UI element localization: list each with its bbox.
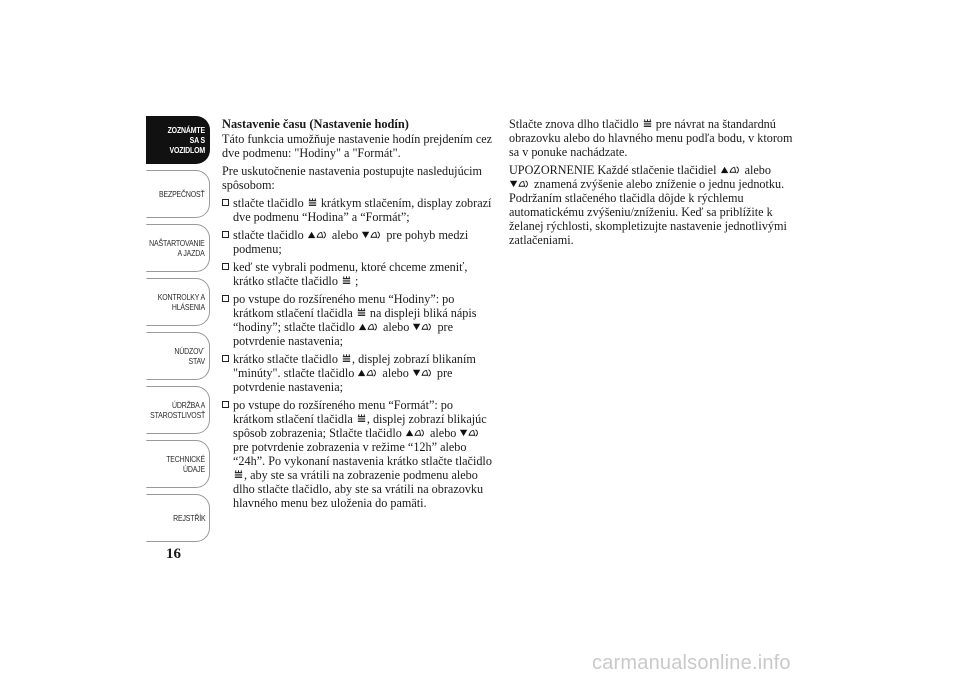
menu-button-icon	[307, 197, 318, 208]
tab-label: TECHNICKÉ ÚDAJE	[166, 454, 205, 474]
menu-button-icon	[233, 469, 244, 480]
tab-technicke[interactable]	[146, 440, 210, 488]
bullet-box-icon	[222, 355, 229, 362]
text-span: stlačte tlačidlo	[233, 228, 304, 242]
list-item	[222, 292, 494, 348]
steps-list	[222, 196, 494, 510]
page-number: 16	[166, 546, 181, 562]
text-span: ;	[355, 274, 359, 288]
down-button-icon	[412, 321, 434, 332]
text-span: pre potvrdenie nastavenia;	[233, 366, 453, 394]
chapter-sidebar	[146, 116, 210, 548]
tab-nudzovy-stav[interactable]	[146, 332, 210, 380]
bullet-box-icon	[222, 263, 229, 270]
text-span: keď ste vybrali podmenu, ktoré chceme zmeniť, krátko stlačte tlačidlo	[233, 260, 468, 288]
text-span: alebo	[331, 228, 359, 242]
tab-udrzba[interactable]	[146, 386, 210, 434]
bullet-box-icon	[222, 295, 229, 302]
text-span: znamená zvýšenie alebo zníženie o jednu jednotku. Podržaním stlačeného tlačidla dôjde k rýchlemu automatickému zvýšeniu/zníženiu. Keď sa priblížite k želanej rýchlosti, skompletizujte nastavenie jednotlivými zatlačeniami.	[509, 177, 787, 247]
text-span: pre potvrdenie nastavenia;	[233, 320, 453, 348]
text-span: na displeji bliká nápis “hodiny”; stlačte tlačidlo	[233, 306, 477, 334]
text-span: alebo	[429, 426, 457, 440]
return-paragraph	[509, 117, 793, 159]
list-item	[222, 398, 494, 510]
up-button-icon	[307, 229, 329, 240]
tab-label: NÚDZOV´ STAV	[174, 346, 205, 366]
warning-paragraph	[509, 163, 793, 247]
list-item	[222, 228, 494, 256]
text-span: krátko stlačte tlačidlo	[233, 352, 338, 366]
text-span: alebo	[382, 320, 410, 334]
up-button-icon	[357, 367, 379, 378]
tab-label: KONTROLKY A HLÁSENIA	[157, 292, 205, 312]
watermark: carmanualsonline.info	[592, 652, 791, 674]
text-span: po vstupe do rozšíreného menu “Formát”: po krátkom stlačení tlačidla	[233, 398, 453, 426]
up-button-icon	[720, 164, 742, 175]
list-item	[222, 196, 494, 224]
tab-bezpecnost[interactable]	[146, 170, 210, 218]
down-button-icon	[509, 178, 531, 189]
menu-button-icon	[341, 275, 352, 286]
text-span: pre návrat na štandardnú obrazovku alebo do hlavného menu podľa bodu, v ktorom sa v ponuke nachádzate.	[509, 117, 793, 159]
tab-label: NAŠTARTOVANIE A JAZDA	[149, 238, 205, 258]
menu-button-icon	[341, 353, 352, 364]
text-span: pre potvrdenie zobrazenia v režime “12h” alebo “24h”. Po vykonaní nastavenia krátko stlačte tlačidlo	[233, 440, 492, 468]
bullet-box-icon	[222, 199, 229, 206]
tab-label: REJSTŘÍK	[172, 513, 205, 523]
text-span: alebo	[744, 163, 771, 177]
intro-paragraph: Táto funkcia umožňuje nastavenie hodín prejdením cez dve podmenu: "Hodiny" a "Formát".	[222, 132, 493, 160]
method-paragraph: Pre uskutočnenie nastavenia postupujte nasledujúcim spôsobom:	[222, 164, 482, 192]
right-column	[509, 117, 793, 251]
tab-zoznamte[interactable]	[146, 116, 210, 164]
text-span: UPOZORNENIE Každé stlačenie tlačidiel	[509, 163, 717, 177]
text-span: krátkym stlačením, display zobrazí dve podmenu “Hodina” a “Formát”;	[233, 196, 492, 224]
section-heading: Nastavenie času (Nastavenie hodín)	[222, 117, 409, 131]
left-column	[222, 117, 494, 514]
text-span: pre pohyb medzi podmenu;	[233, 228, 469, 256]
down-button-icon	[361, 229, 383, 240]
text-span: alebo	[382, 366, 409, 380]
bullet-box-icon	[222, 401, 229, 408]
text-span: po vstupe do rozšíreného menu “Hodiny”: po krátkom stlačení tlačidla	[233, 292, 455, 320]
bullet-box-icon	[222, 231, 229, 238]
menu-button-icon	[356, 413, 367, 424]
menu-button-icon	[642, 118, 653, 129]
text-span: stlačte tlačidlo	[233, 196, 304, 210]
text-span: , displej zobrazí blikaním "minúty". stlačte tlačidlo	[233, 352, 476, 380]
tab-rejstrik[interactable]	[146, 494, 210, 542]
list-item	[222, 260, 494, 288]
up-button-icon	[405, 427, 427, 438]
up-button-icon	[358, 321, 380, 332]
text-span: , aby ste sa vrátili na zobrazenie podmenu alebo dlho stlačte tlačidlo, aby ste sa vrátili na obrazovku hlavného menu bez uloženia do pamäti.	[233, 468, 484, 510]
tab-label: BEZPEČNOSŤ	[159, 189, 205, 199]
down-button-icon	[412, 367, 434, 378]
text-span: Stlačte znova dlho tlačidlo	[509, 117, 639, 131]
tab-kontrolky[interactable]	[146, 278, 210, 326]
menu-button-icon	[356, 307, 367, 318]
tab-nastartovanie[interactable]	[146, 224, 210, 272]
text-span: , displej zobrazí blikajúc spôsob zobrazenia; Stlačte tlačidlo	[233, 412, 487, 440]
tab-label: ÚDRŽBA A STAROSTLIVOSŤ	[149, 400, 206, 420]
list-item	[222, 352, 494, 394]
tab-label: ZOZNÁMTE SA S VOZIDLOM	[167, 125, 205, 155]
down-button-icon	[459, 427, 481, 438]
